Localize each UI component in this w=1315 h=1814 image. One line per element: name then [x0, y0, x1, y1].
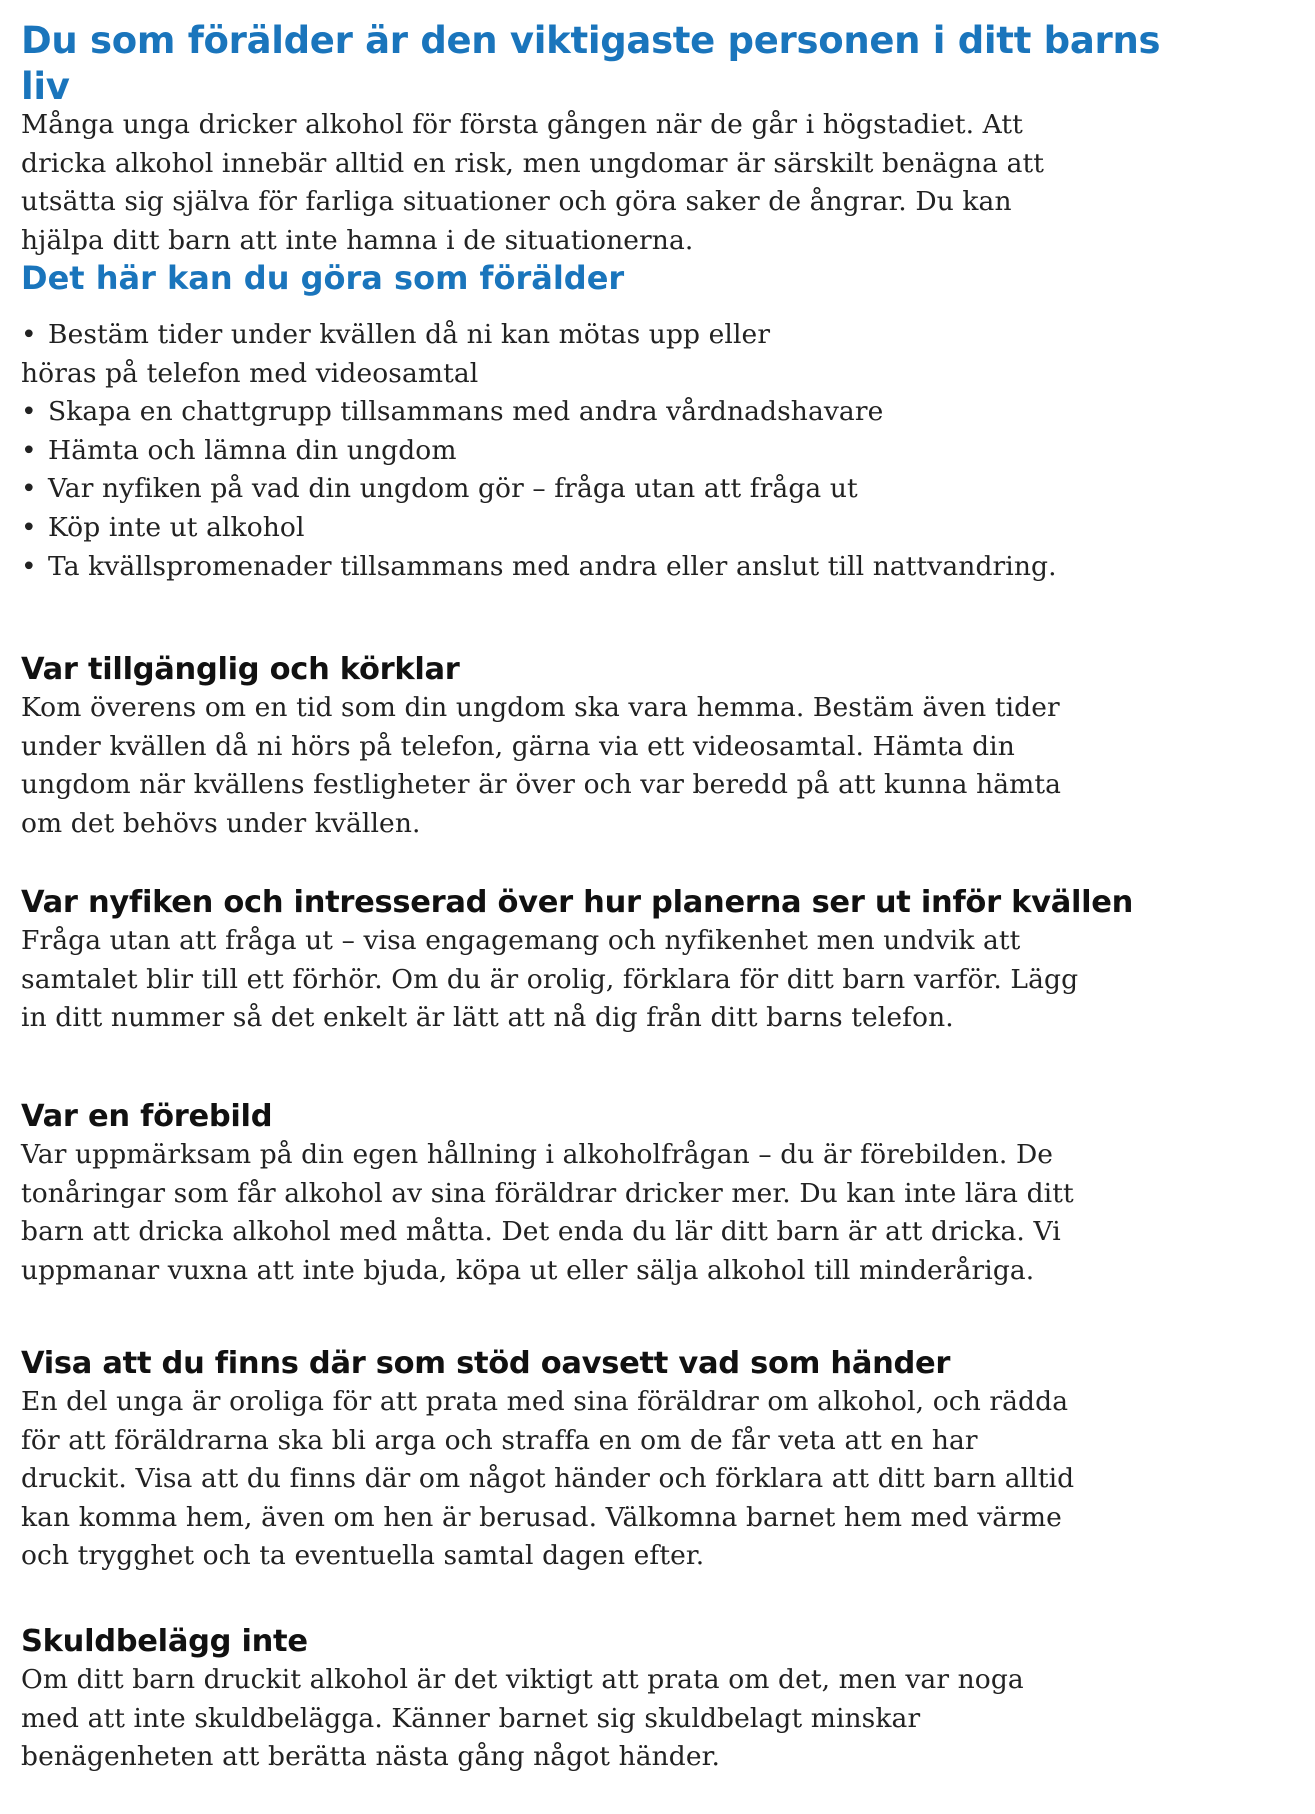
paragraph-line: Var uppmärksam på din egen hållning i alkoholfrågan – du är förebilden. De — [21, 1139, 1054, 1170]
paragraph-line: om det behövs under kvällen. — [21, 807, 421, 839]
main-heading: Du som förälder är den viktigaste personen i ditt barns liv — [21, 19, 1161, 108]
list-item: • Ta kvällspromenader tillsammans med andra eller anslut till nattvandring. — [21, 548, 1057, 587]
paragraph-line: in ditt nummer så det enkelt är lätt att nå dig från ditt barns telefon. — [21, 1002, 954, 1034]
paragraph-line: utsätta sig själva för farliga situationer och göra saker de ångrar. Du kan — [21, 186, 1012, 218]
section-no-blame — [21, 1623, 1024, 1777]
paragraph-line: dricka alkohol innebär alltid en risk, men ungdomar är särskilt benägna att — [21, 147, 1045, 179]
section-paragraph — [21, 1383, 1074, 1576]
section-support — [21, 1345, 1074, 1576]
intro-section — [21, 18, 1221, 260]
paragraph-line: och trygghet och ta eventuella samtal dagen efter. — [21, 1540, 705, 1572]
section-available — [21, 651, 1061, 843]
section-paragraph — [21, 1136, 1074, 1290]
paragraph-line: samtalet blir till ett förhör. Om du är orolig, förklara för ditt barn varför. Lägg — [21, 963, 1079, 995]
bullet-icon: • — [21, 319, 37, 350]
tips-section — [21, 258, 1057, 586]
paragraph-line: barn att dricka alkohol med måtta. Det enda du lär ditt barn är att dricka. Vi — [21, 1216, 1061, 1248]
section-heading: Skuldbelägg inte — [21, 1624, 308, 1659]
paragraph-line: för att föräldrarna ska bli arga och straffa en om de får veta att en har — [21, 1424, 978, 1456]
paragraph-line: En del unga är oroliga för att prata med sina föräldrar om alkohol, och rädda — [21, 1386, 1069, 1417]
paragraph-line: hjälpa ditt barn att inte hamna i de situationerna. — [21, 224, 694, 256]
paragraph-line: under kvällen då ni hörs på telefon, gärna via ett videosamtal. Hämta din — [21, 730, 1015, 762]
paragraph-line: med att inte skuldbelägga. Känner barnet sig skuldbelagt minskar — [21, 1702, 921, 1734]
section-heading: Var tillgänglig och körklar — [21, 652, 460, 687]
paragraph-line: Om ditt barn druckit alkohol är det viktigt att prata om det, men var noga — [21, 1664, 1024, 1695]
paragraph-line: Många unga dricker alkohol för första gången när de går i högstadiet. Att — [21, 109, 1023, 140]
section-heading: Var en förebild — [21, 1099, 273, 1134]
list-item-continuation: höras på telefon med videosamtal — [21, 357, 479, 389]
paragraph-line: ungdom när kvällens festligheter är över och var beredd på att kunna hämta — [21, 769, 1062, 801]
bullet-icon: • — [21, 396, 37, 428]
list-item: • Hämta och lämna din ungdom — [21, 432, 1057, 471]
list-item: • Var nyfiken på vad din ungdom gör – fråga utan att fråga ut — [21, 470, 1057, 509]
intro-paragraph — [21, 106, 1221, 260]
paragraph-line: tonåringar som får alkohol av sina föräldrar dricker mer. Du kan inte lära ditt — [21, 1177, 1074, 1209]
list-item: • Bestäm tider under kvällen då ni kan mötas upp eller — [21, 316, 1057, 355]
bullet-icon: • — [21, 550, 37, 582]
paragraph-line: Kom överens om en tid som din ungdom ska vara hemma. Bestäm även tider — [21, 692, 1060, 723]
paragraph-line: benägenheten att berätta nästa gång något händer. — [21, 1741, 721, 1773]
paragraph-line: uppmanar vuxna att inte bjuda, köpa ut eller sälja alkohol till minderåriga. — [21, 1254, 1035, 1286]
section-role-model — [21, 1098, 1074, 1290]
paragraph-line: kan komma hem, även om hen är berusad. Välkomna barnet hem med värme — [21, 1501, 1062, 1533]
paragraph-line: Fråga utan att fråga ut – visa engagemang och nyfikenhet men undvik att — [21, 925, 1021, 956]
section-heading: Visa att du finns där som stöd oavsett vad som händer — [21, 1346, 951, 1381]
section-paragraph — [21, 922, 1133, 1038]
tips-list — [21, 316, 1057, 586]
section-heading: Var nyfiken och intresserad över hur planerna ser ut inför kvällen — [21, 885, 1134, 920]
tips-heading: Det här kan du göra som förälder — [21, 259, 625, 297]
section-curious — [21, 884, 1133, 1038]
list-item: • Skapa en chattgrupp tillsammans med andra vårdnadshavare — [21, 393, 1057, 432]
section-paragraph — [21, 1661, 1024, 1777]
bullet-icon: • — [21, 434, 37, 466]
bullet-icon: • — [21, 511, 37, 543]
bullet-icon: • — [21, 473, 37, 505]
section-paragraph — [21, 689, 1061, 843]
paragraph-line: druckit. Visa att du finns där om något händer och förklara att ditt barn alltid — [21, 1463, 1075, 1495]
list-item: • Köp inte ut alkohol — [21, 509, 1057, 548]
